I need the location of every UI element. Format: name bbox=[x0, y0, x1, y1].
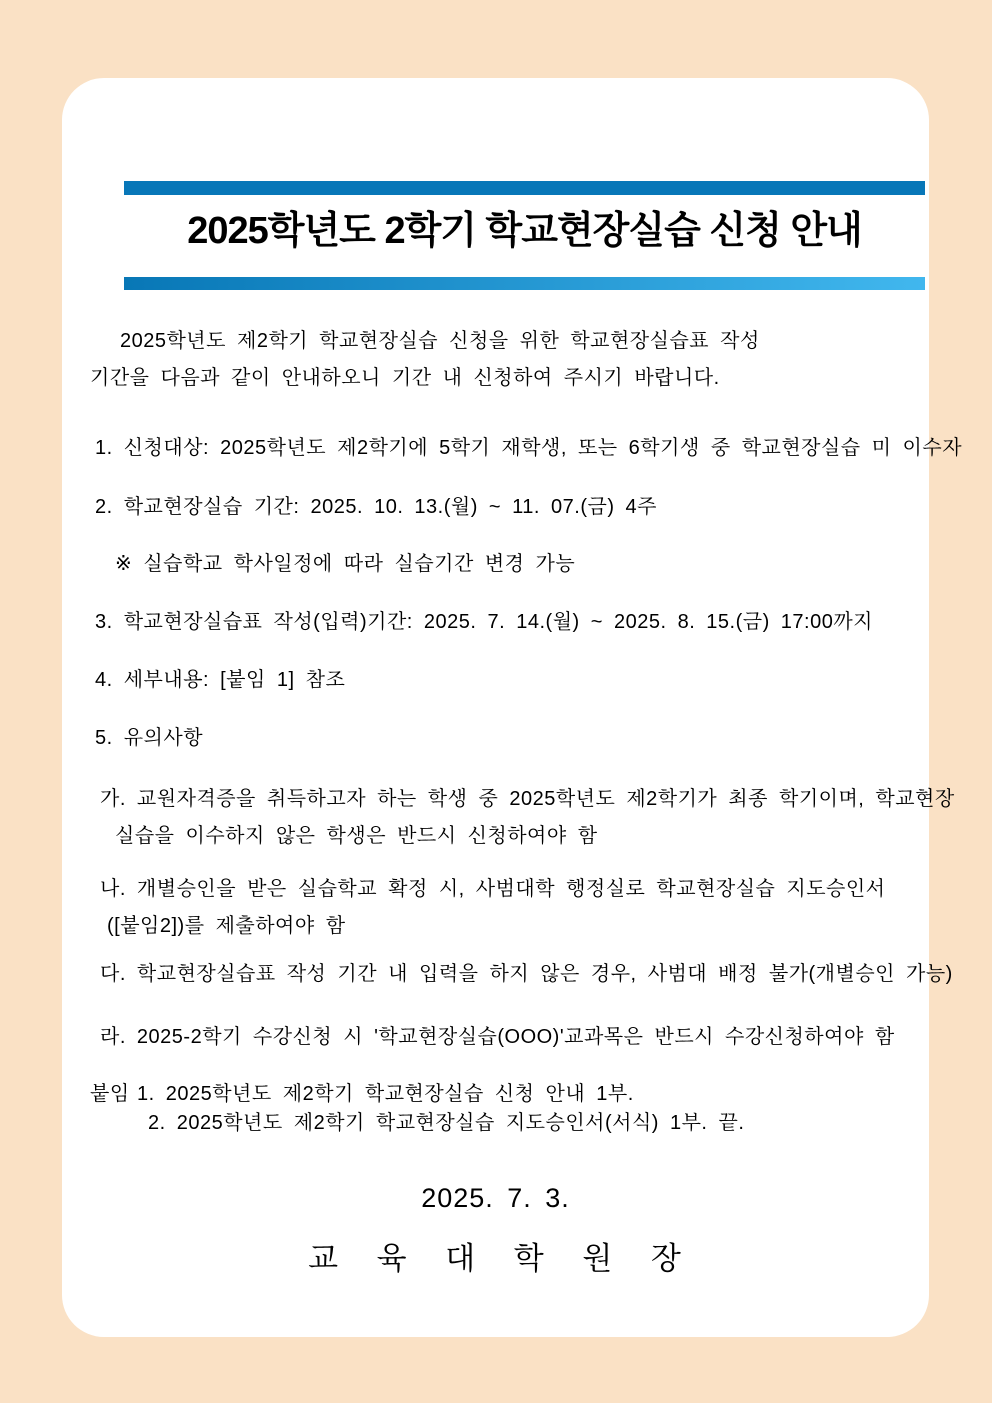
title-bottom-gradient-bar bbox=[124, 277, 925, 290]
caution-na-line-2: ([붙임2])를 제출하여야 함 bbox=[107, 915, 346, 937]
notice-sheet bbox=[62, 78, 963, 1337]
caution-ga-line-2: 실습을 이수하지 않은 학생은 반드시 신청하여야 함 bbox=[115, 825, 598, 847]
list-item-4-details: 4. 세부내용: [붙임 1] 참조 bbox=[95, 669, 346, 691]
list-item-5-cautions: 5. 유의사항 bbox=[95, 727, 204, 749]
notice-title: 2025학년도 2학기 학교현장실습 신청 안내 bbox=[187, 210, 862, 252]
list-item-2-practice-period: 2. 학교현장실습 기간: 2025. 10. 13.(월) ~ 11. 07.(금) 4주 bbox=[95, 496, 657, 518]
notice-date: 2025. 7. 3. bbox=[421, 1183, 570, 1213]
caution-da-line: 다. 학교현장실습표 작성 기간 내 입력을 하지 않은 경우, 사범대 배정 불가(개별승인 가능) bbox=[100, 963, 953, 985]
list-item-1-applicants: 1. 신청대상: 2025학년도 제2학기에 5학기 재학생, 또는 6학기생 중 학교현장실습 미 이수자 bbox=[95, 437, 963, 459]
attachments-label: 붙임 bbox=[90, 1083, 130, 1105]
intro-line-2: 기간을 다음과 같이 안내하오니 기간 내 신청하여 주시기 바랍니다. bbox=[90, 367, 720, 389]
caution-na-line-1: 나. 개별승인을 받은 실습학교 확정 시, 사범대학 행정실로 학교현장실습 지도승인서 bbox=[100, 878, 886, 900]
caution-ga-line-1: 가. 교원자격증을 취득하고자 하는 학생 중 2025학년도 제2학기가 최종 학기이며, 학교현장 bbox=[100, 788, 955, 810]
list-item-2-note: ※ 실습학교 학사일정에 따라 실습기간 변경 가능 bbox=[115, 553, 576, 575]
title-top-bar bbox=[124, 181, 925, 195]
intro-line-1: 2025학년도 제2학기 학교현장실습 신청을 위한 학교현장실습표 작성 bbox=[120, 330, 760, 352]
signature-dean-of-graduate-school-of-education: 교 육 대 학 원 장 bbox=[308, 1241, 683, 1276]
list-item-3-entry-period: 3. 학교현장실습표 작성(입력)기간: 2025. 7. 14.(월) ~ 2025. 8. 15.(금) 17:00까지 bbox=[95, 611, 873, 633]
caution-ra-line: 라. 2025-2학기 수강신청 시 '학교현장실습(OOO)'교과목은 반드시 수강신청하여야 함 bbox=[100, 1026, 895, 1048]
attachment-2: 2. 2025학년도 제2학기 학교현장실습 지도승인서(서식) 1부. 끝. bbox=[148, 1112, 745, 1134]
attachment-1: 1. 2025학년도 제2학기 학교현장실습 신청 안내 1부. bbox=[137, 1083, 634, 1105]
